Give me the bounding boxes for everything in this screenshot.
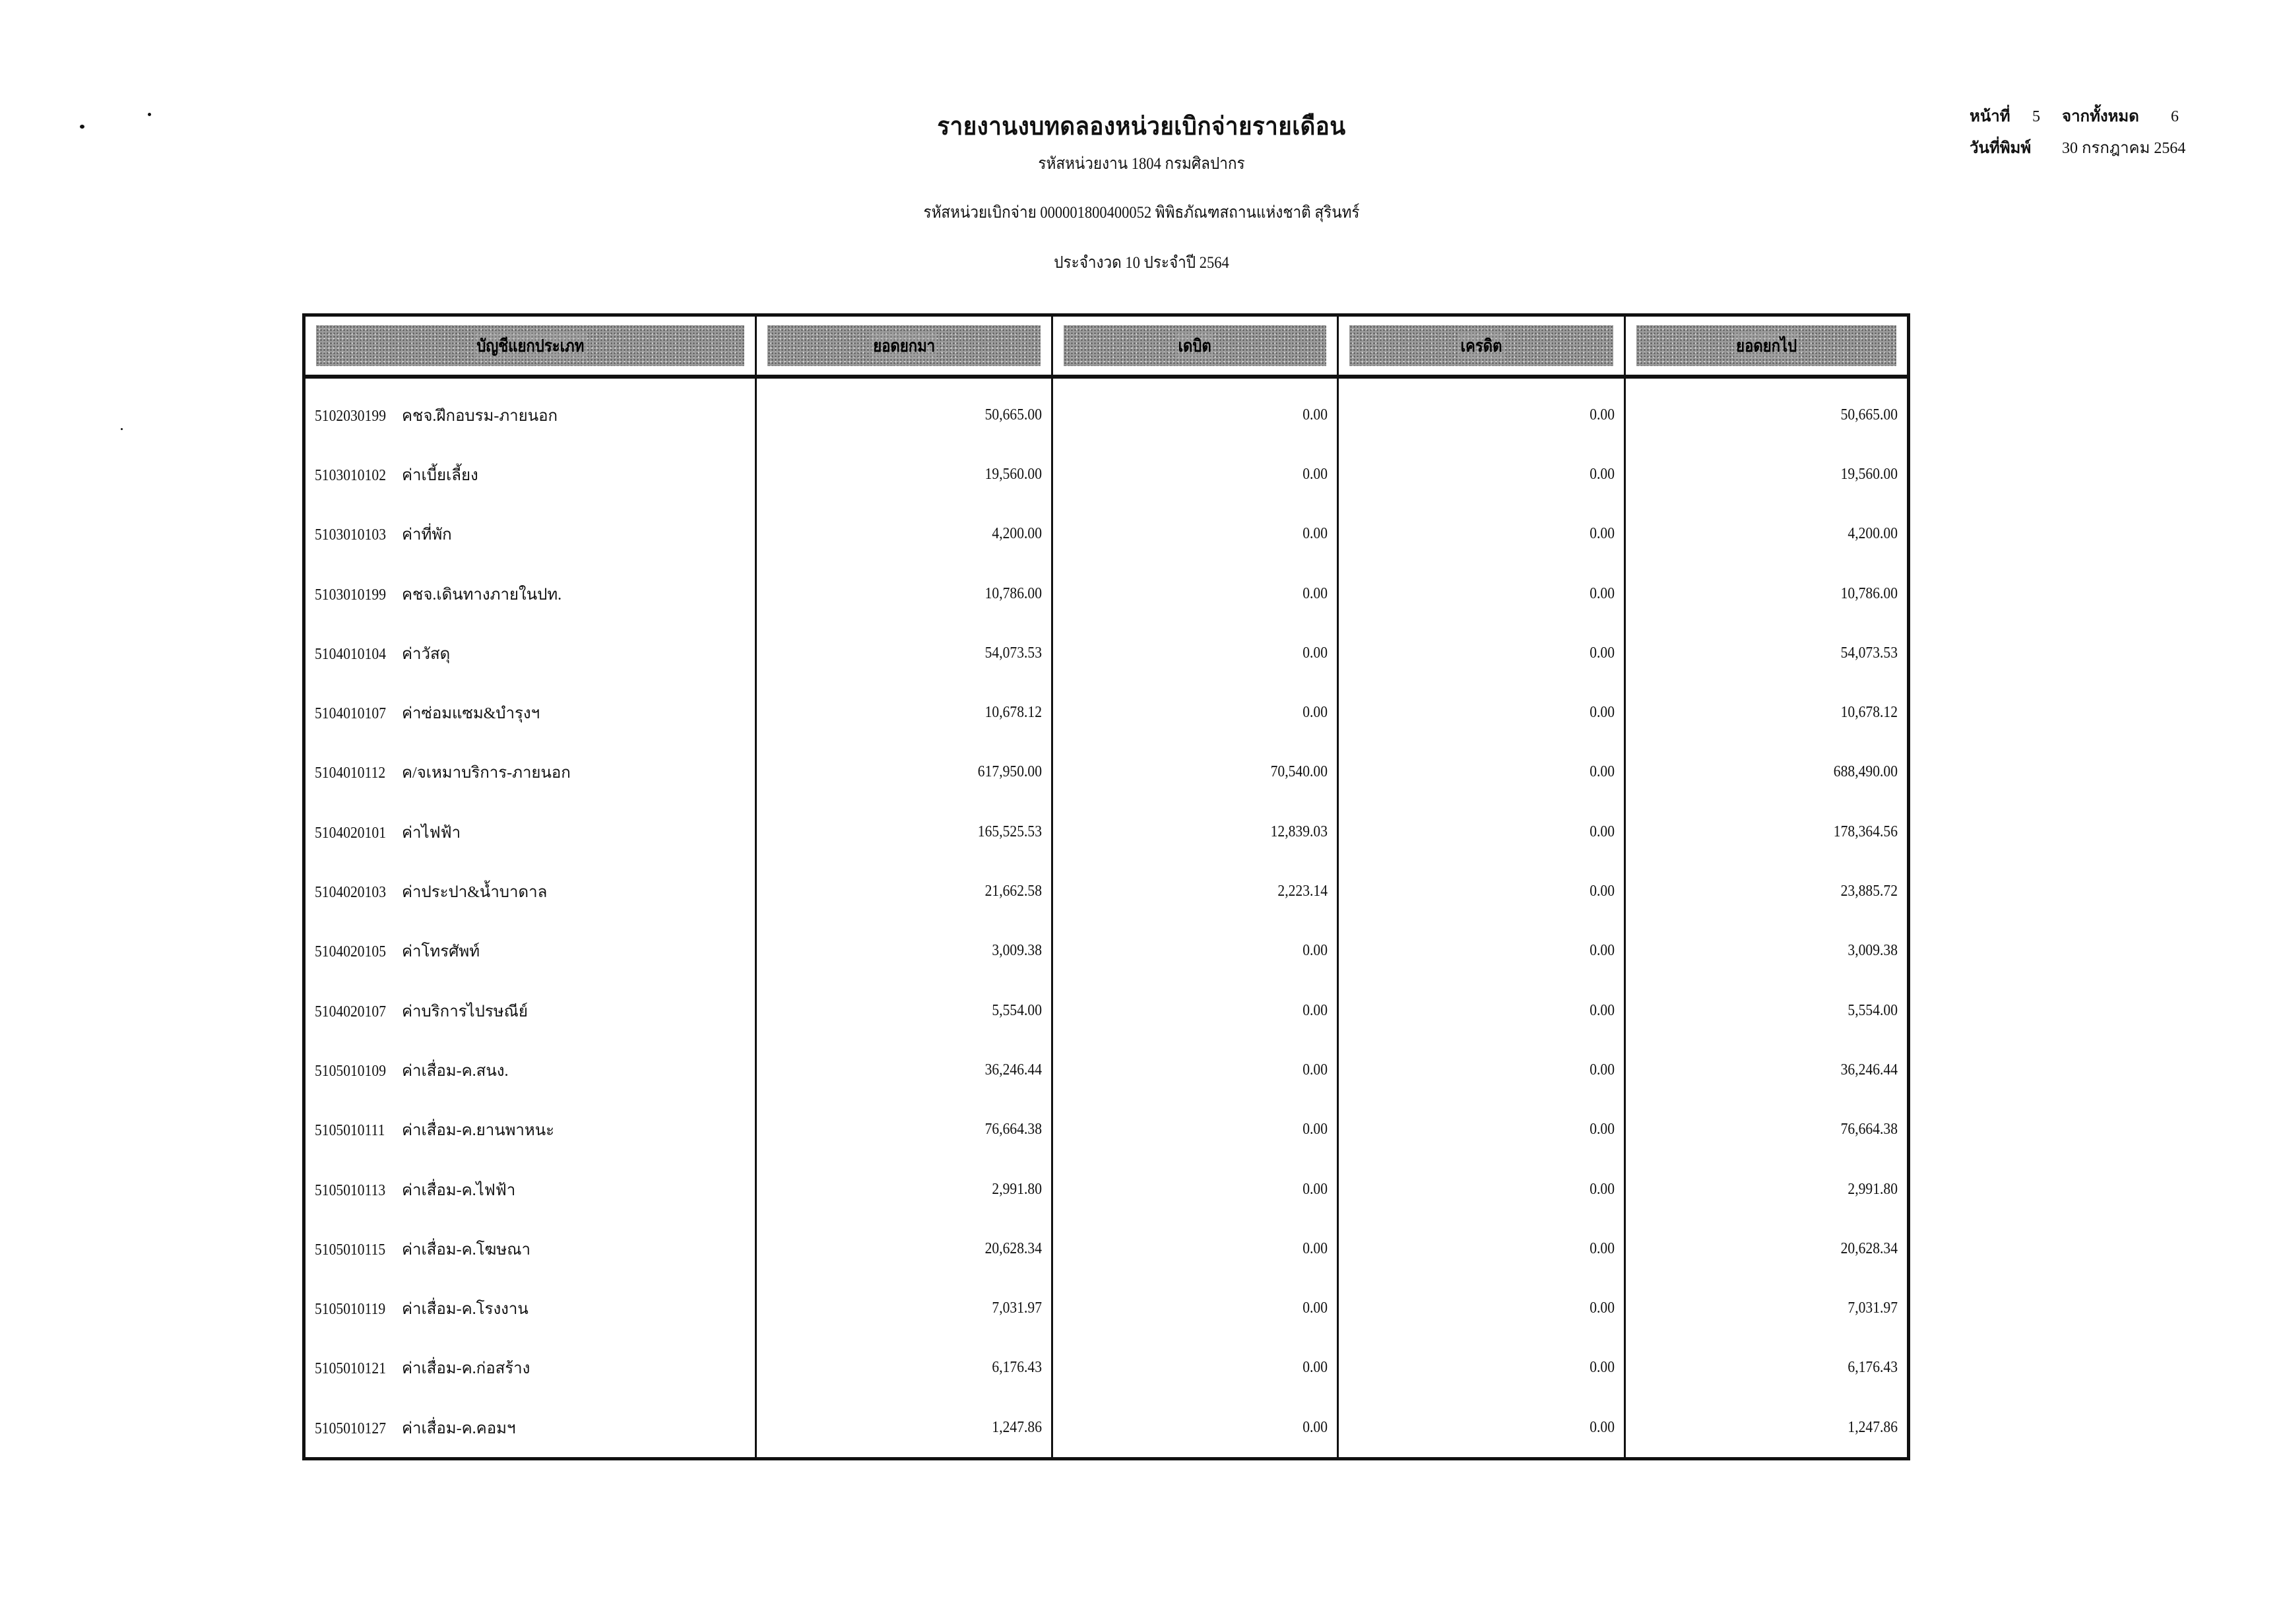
table-row <box>304 1398 1909 1459</box>
credit-value: 0.00 <box>1590 644 1615 662</box>
table-row <box>304 1219 1909 1278</box>
credit-cell <box>1338 1160 1625 1219</box>
debit-value: 0.00 <box>1302 942 1328 960</box>
carried-forward-value: 5,554.00 <box>1848 1001 1898 1019</box>
table-row <box>304 377 1909 445</box>
account-cell <box>304 505 756 564</box>
brought-forward-value: 2,991.80 <box>992 1180 1042 1198</box>
carried-forward-cell <box>1625 743 1909 802</box>
account-name: คชจ.ฝึกอบรม-ภายนอก <box>402 407 558 425</box>
report-title: รายงานงบทดลองหน่วยเบิกจ่ายรายเดือน <box>937 113 1346 141</box>
debit-cell <box>1052 1219 1338 1278</box>
carried-forward-value: 10,678.12 <box>1840 704 1898 722</box>
page-number-row <box>1970 101 2185 133</box>
debit-value: 0.00 <box>1302 1299 1328 1317</box>
debit-cell <box>1052 1040 1338 1100</box>
account-name: ค่าเสื่อม-ค.ก่อสร้าง <box>402 1360 531 1378</box>
account-code: 5104020101 <box>315 824 386 842</box>
account-code: 5104010112 <box>315 765 386 782</box>
debit-cell <box>1052 743 1338 802</box>
debit-value: 12,839.03 <box>1270 823 1328 840</box>
debit-value: 0.00 <box>1302 1418 1328 1436</box>
brought-forward-value: 19,560.00 <box>984 465 1042 483</box>
account-cell <box>304 623 756 683</box>
brought-forward-cell <box>756 683 1052 742</box>
account-cell <box>304 802 756 861</box>
carried-forward-value: 2,991.80 <box>1848 1180 1898 1198</box>
account-code: 5104020103 <box>315 884 386 902</box>
credit-cell <box>1338 377 1625 445</box>
carried-forward-value: 1,247.86 <box>1848 1418 1898 1436</box>
debit-cell <box>1052 802 1338 861</box>
table-row <box>304 743 1909 802</box>
account-code: 5105010127 <box>315 1420 386 1437</box>
debit-cell <box>1052 377 1338 445</box>
carried-forward-cell <box>1625 861 1909 921</box>
brought-forward-value: 165,525.53 <box>977 823 1042 840</box>
account-code: 5105010121 <box>315 1360 386 1378</box>
account-code: 5103010102 <box>315 466 386 484</box>
debit-value: 0.00 <box>1302 1001 1328 1019</box>
table-row <box>304 623 1909 683</box>
debit-cell <box>1052 1398 1338 1459</box>
page-label: หน้าที่ <box>1970 108 2010 125</box>
credit-value: 0.00 <box>1590 883 1615 900</box>
debit-value: 0.00 <box>1302 1180 1328 1198</box>
brought-forward-cell <box>756 1160 1052 1219</box>
brought-forward-value: 4,200.00 <box>992 525 1042 543</box>
credit-value: 0.00 <box>1590 1001 1615 1019</box>
credit-cell <box>1338 1338 1625 1398</box>
credit-cell <box>1338 981 1625 1040</box>
debit-value: 0.00 <box>1302 465 1328 483</box>
debit-cell <box>1052 683 1338 742</box>
credit-cell <box>1338 505 1625 564</box>
carried-forward-cell <box>1625 683 1909 742</box>
carried-forward-value: 10,786.00 <box>1840 584 1898 602</box>
debit-cell <box>1052 1278 1338 1338</box>
credit-value: 0.00 <box>1590 823 1615 840</box>
credit-value: 0.00 <box>1590 1180 1615 1198</box>
table-row <box>304 505 1909 564</box>
debit-cell <box>1052 505 1338 564</box>
account-code: 5105010109 <box>315 1062 386 1080</box>
credit-value: 0.00 <box>1590 763 1615 781</box>
account-name: ค่าเสื่อม-ค.ยานพาหนะ <box>402 1122 555 1140</box>
brought-forward-value: 76,664.38 <box>984 1121 1042 1139</box>
account-name: ค่าซ่อมแซม&บำรุงฯ <box>402 705 540 723</box>
carried-forward-cell <box>1625 1160 1909 1219</box>
account-cell <box>304 683 756 742</box>
table-row <box>304 1160 1909 1219</box>
account-cell <box>304 1338 756 1398</box>
debit-cell <box>1052 445 1338 504</box>
debit-value: 0.00 <box>1302 1061 1328 1078</box>
credit-cell <box>1338 445 1625 504</box>
brought-forward-value: 50,665.00 <box>984 406 1042 423</box>
debit-cell <box>1052 1100 1338 1160</box>
carried-forward-value: 20,628.34 <box>1840 1239 1898 1257</box>
table-row <box>304 445 1909 504</box>
carried-forward-value: 6,176.43 <box>1848 1359 1898 1377</box>
account-code: 5103010199 <box>315 586 386 604</box>
credit-cell <box>1338 683 1625 742</box>
page-meta <box>1970 101 2185 164</box>
brought-forward-value: 3,009.38 <box>992 942 1042 960</box>
account-name: ค่าเสื่อม-ค.ไฟฟ้า <box>402 1181 516 1199</box>
account-name: ค่าเสื่อม-ค.โฆษณา <box>402 1241 531 1259</box>
table-row <box>304 802 1909 861</box>
carried-forward-cell <box>1625 623 1909 683</box>
account-code: 5105010115 <box>315 1241 386 1259</box>
brought-forward-value: 20,628.34 <box>984 1239 1042 1257</box>
carried-forward-value: 23,885.72 <box>1840 883 1898 900</box>
credit-value: 0.00 <box>1590 584 1615 602</box>
carried-forward-value: 36,246.44 <box>1840 1061 1898 1078</box>
debit-cell <box>1052 564 1338 623</box>
account-code: 5104010104 <box>315 645 386 663</box>
table-header-row <box>304 315 1909 377</box>
credit-value: 0.00 <box>1590 1121 1615 1139</box>
account-code: 5104020107 <box>315 1003 386 1020</box>
brought-forward-cell <box>756 743 1052 802</box>
brought-forward-cell <box>756 445 1052 504</box>
credit-cell <box>1338 1100 1625 1160</box>
account-cell <box>304 1100 756 1160</box>
carried-forward-cell <box>1625 981 1909 1040</box>
account-cell <box>304 1398 756 1459</box>
table-row <box>304 921 1909 981</box>
debit-value: 0.00 <box>1302 1121 1328 1139</box>
account-cell <box>304 743 756 802</box>
carried-forward-value: 54,073.53 <box>1840 644 1898 662</box>
credit-cell <box>1338 1040 1625 1100</box>
account-name: ค่าเบี้ยเลี้ยง <box>402 466 478 484</box>
debit-cell <box>1052 921 1338 981</box>
carried-forward-cell <box>1625 1040 1909 1100</box>
credit-cell <box>1338 623 1625 683</box>
account-name: ค/จเหมาบริการ-ภายนอก <box>402 765 571 782</box>
credit-value: 0.00 <box>1590 465 1615 483</box>
credit-cell <box>1338 921 1625 981</box>
account-code: 5104020105 <box>315 943 386 961</box>
debit-cell <box>1052 1160 1338 1219</box>
table-row <box>304 1040 1909 1100</box>
carried-forward-cell <box>1625 445 1909 504</box>
period-line: ประจำงวด 10 ประจำปี 2564 <box>1054 254 1229 272</box>
carried-forward-cell <box>1625 564 1909 623</box>
debit-value: 0.00 <box>1302 525 1328 543</box>
brought-forward-cell <box>756 1398 1052 1459</box>
account-cell <box>304 921 756 981</box>
carried-forward-value: 50,665.00 <box>1840 406 1898 423</box>
disbursing-unit-line: รหัสหน่วยเบิกจ่าย 000001800400052 พิพิธภัณฑสถานแห่งชาติ สุรินทร์ <box>923 204 1360 222</box>
account-cell <box>304 981 756 1040</box>
column-header-carried-forward: ยอดยกไป <box>1625 315 1909 377</box>
credit-cell <box>1338 564 1625 623</box>
account-name: ค่าเสื่อม-ค.สนง. <box>402 1062 509 1080</box>
account-code: 5102030199 <box>315 407 386 425</box>
debit-value: 2,223.14 <box>1277 883 1328 900</box>
credit-value: 0.00 <box>1590 525 1615 543</box>
account-cell <box>304 1219 756 1278</box>
column-header-debit: เดบิต <box>1052 315 1338 377</box>
total-pages: 6 <box>2171 108 2179 125</box>
credit-value: 0.00 <box>1590 1239 1615 1257</box>
column-header-account: บัญชีแยกประเภท <box>304 315 756 377</box>
brought-forward-cell <box>756 564 1052 623</box>
brought-forward-value: 54,073.53 <box>984 644 1042 662</box>
credit-value: 0.00 <box>1590 406 1615 423</box>
brought-forward-value: 617,950.00 <box>977 763 1042 781</box>
account-code: 5105010119 <box>315 1301 386 1319</box>
carried-forward-value: 19,560.00 <box>1840 465 1898 483</box>
table-row <box>304 683 1909 742</box>
carried-forward-cell <box>1625 1278 1909 1338</box>
debit-value: 0.00 <box>1302 1359 1328 1377</box>
debit-cell <box>1052 623 1338 683</box>
carried-forward-value: 4,200.00 <box>1848 525 1898 543</box>
carried-forward-cell <box>1625 921 1909 981</box>
account-code: 5105010111 <box>315 1122 385 1140</box>
credit-value: 0.00 <box>1590 1359 1615 1377</box>
brought-forward-cell <box>756 505 1052 564</box>
carried-forward-value: 178,364.56 <box>1833 823 1898 840</box>
account-cell <box>304 377 756 445</box>
carried-forward-cell <box>1625 505 1909 564</box>
credit-cell <box>1338 861 1625 921</box>
brought-forward-value: 1,247.86 <box>992 1418 1042 1436</box>
account-name: ค่าเสื่อม-ค.คอมฯ <box>402 1420 516 1437</box>
brought-forward-cell <box>756 623 1052 683</box>
print-date-row <box>1970 133 2185 164</box>
total-pages-label: จากทั้งหมด <box>2062 108 2139 125</box>
account-name: ค่าเสื่อม-ค.โรงงาน <box>402 1301 529 1319</box>
account-cell <box>304 1160 756 1219</box>
credit-value: 0.00 <box>1590 942 1615 960</box>
brought-forward-cell <box>756 1338 1052 1398</box>
scan-speck <box>80 125 84 129</box>
account-name: ค่าประปา&น้ำบาดาล <box>402 884 548 902</box>
debit-cell <box>1052 1338 1338 1398</box>
account-cell <box>304 861 756 921</box>
print-date: 30 กรกฎาคม 2564 <box>2062 140 2186 157</box>
credit-value: 0.00 <box>1590 1418 1615 1436</box>
brought-forward-cell <box>756 377 1052 445</box>
print-date-label: วันที่พิมพ์ <box>1970 140 2032 157</box>
credit-cell <box>1338 1219 1625 1278</box>
brought-forward-cell <box>756 921 1052 981</box>
trial-balance-table <box>302 313 1910 1460</box>
table-row <box>304 1278 1909 1338</box>
table-row <box>304 981 1909 1040</box>
brought-forward-cell <box>756 1219 1052 1278</box>
debit-value: 0.00 <box>1302 704 1328 722</box>
credit-cell <box>1338 1278 1625 1338</box>
column-header-brought-forward: ยอดยกมา <box>756 315 1052 377</box>
credit-cell <box>1338 743 1625 802</box>
account-name: ค่าวัสดุ <box>402 645 451 663</box>
debit-value: 0.00 <box>1302 584 1328 602</box>
brought-forward-value: 10,678.12 <box>984 704 1042 722</box>
brought-forward-cell <box>756 802 1052 861</box>
brought-forward-cell <box>756 861 1052 921</box>
carried-forward-cell <box>1625 1100 1909 1160</box>
carried-forward-value: 3,009.38 <box>1848 942 1898 960</box>
brought-forward-value: 10,786.00 <box>984 584 1042 602</box>
brought-forward-cell <box>756 1100 1052 1160</box>
account-cell <box>304 564 756 623</box>
brought-forward-cell <box>756 981 1052 1040</box>
account-code: 5104010107 <box>315 705 386 723</box>
brought-forward-value: 7,031.97 <box>992 1299 1042 1317</box>
account-code: 5105010113 <box>315 1181 386 1199</box>
carried-forward-value: 7,031.97 <box>1848 1299 1898 1317</box>
table-row <box>304 564 1909 623</box>
scan-speck <box>121 428 123 430</box>
credit-value: 0.00 <box>1590 1061 1615 1078</box>
credit-cell <box>1338 802 1625 861</box>
brought-forward-value: 6,176.43 <box>992 1359 1042 1377</box>
account-name: ค่าโทรศัพท์ <box>402 943 480 961</box>
brought-forward-value: 36,246.44 <box>984 1061 1042 1078</box>
brought-forward-value: 21,662.58 <box>984 883 1042 900</box>
account-name: ค่าที่พัก <box>402 526 452 544</box>
carried-forward-cell <box>1625 802 1909 861</box>
account-cell <box>304 1278 756 1338</box>
account-cell <box>304 1040 756 1100</box>
table-row <box>304 861 1909 921</box>
debit-value: 0.00 <box>1302 406 1328 423</box>
account-name: ค่าไฟฟ้า <box>402 824 461 842</box>
account-code: 5103010103 <box>315 526 386 544</box>
credit-cell <box>1338 1398 1625 1459</box>
carried-forward-value: 76,664.38 <box>1840 1121 1898 1139</box>
account-name: คชจ.เดินทางภายในปท. <box>402 586 562 604</box>
carried-forward-cell <box>1625 1219 1909 1278</box>
brought-forward-cell <box>756 1278 1052 1338</box>
carried-forward-value: 688,490.00 <box>1833 763 1898 781</box>
column-header-credit: เครดิต <box>1338 315 1625 377</box>
page-number: 5 <box>2032 108 2040 125</box>
carried-forward-cell <box>1625 1338 1909 1398</box>
debit-cell <box>1052 981 1338 1040</box>
brought-forward-value: 5,554.00 <box>992 1001 1042 1019</box>
debit-value: 70,540.00 <box>1270 763 1328 781</box>
account-cell <box>304 445 756 504</box>
brought-forward-cell <box>756 1040 1052 1100</box>
debit-value: 0.00 <box>1302 1239 1328 1257</box>
agency-line: รหัสหน่วยงาน 1804 กรมศิลปากร <box>1038 155 1245 173</box>
debit-value: 0.00 <box>1302 644 1328 662</box>
carried-forward-cell <box>1625 1398 1909 1459</box>
table-row <box>304 1338 1909 1398</box>
account-name: ค่าบริการไปรษณีย์ <box>402 1003 528 1020</box>
credit-value: 0.00 <box>1590 704 1615 722</box>
debit-cell <box>1052 861 1338 921</box>
table-row <box>304 1100 1909 1160</box>
credit-value: 0.00 <box>1590 1299 1615 1317</box>
carried-forward-cell <box>1625 377 1909 445</box>
